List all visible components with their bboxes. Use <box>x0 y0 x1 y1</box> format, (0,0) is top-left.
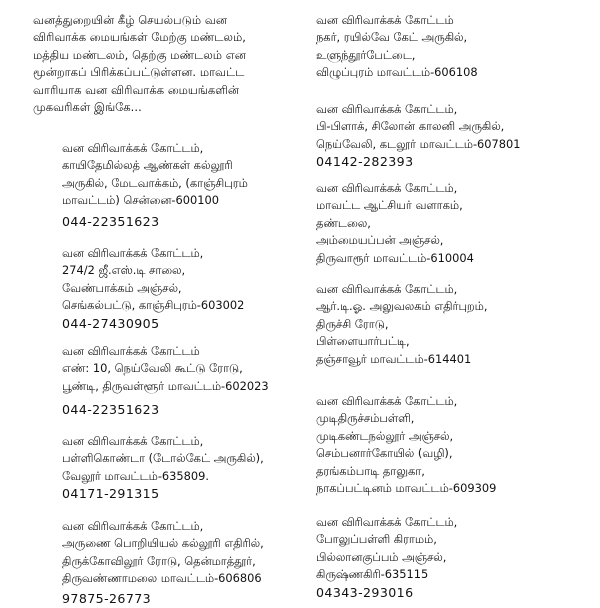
address-line: பில்லானகுப்பம் அஞ்சல், <box>316 549 447 564</box>
address-line: வன விரிவாக்கக் கோட்டம், <box>62 519 204 533</box>
address-entry-chengalpattu <box>62 245 244 332</box>
address-line: மாவட்ட ஆட்சியர் வளாகம், <box>316 198 463 213</box>
address-line: வேலூர் மாவட்டம்-635809. <box>62 468 210 483</box>
address-line: திருவண்ணாமலை மாவட்டம்-606806 <box>62 571 262 586</box>
address-line: செம்பனார்கோயில் (வழி), <box>316 446 453 461</box>
address-line: வன விரிவாக்கக் கோட்டம், <box>316 394 458 408</box>
address-line: அருகில், மேடவாக்கம், (காஞ்சிபுரம் <box>62 175 248 190</box>
address-line: வன விரிவாக்கக் கோட்டம், <box>316 282 458 296</box>
address-line: வன விரிவாக்கக் கோட்டம், <box>62 434 204 448</box>
address-line: செங்கல்பட்டு, காஞ்சிபுரம்-603002 <box>62 298 245 313</box>
address-line: பி-பிளாக், சிலோன் காலனி அருகில், <box>316 119 505 134</box>
address-line: வன விரிவாக்கக் கோட்டம், <box>316 515 458 529</box>
address-line: வன விரிவாக்கக் கோட்டம் <box>62 344 200 358</box>
address-entry-tiruvannamalai <box>62 518 264 607</box>
address-line: நாகப்பட்டினம் மாவட்டம்-609309 <box>316 481 497 496</box>
phone-number: 044-22351623 <box>62 402 160 418</box>
address-entry-vellore <box>62 433 264 503</box>
address-entry-tiruvallur <box>62 343 269 419</box>
address-line: பூண்டி, திருவள்ளூர் மாவட்டம்-602023 <box>62 378 269 393</box>
address-entry-thanjavur <box>316 281 487 368</box>
address-line: போலுப்பள்ளி கிராமம், <box>316 532 437 547</box>
address-line: முடிகண்டநல்லூர் அஞ்சல், <box>316 428 454 443</box>
address-entry-krishnagiri <box>316 514 457 601</box>
intro-line: வாரியாக வன விரிவாக்க மையங்களின் <box>33 82 240 97</box>
address-line: தண்டலை, <box>316 215 371 230</box>
address-line: தரங்கம்பாடி தாலுகா, <box>316 463 425 478</box>
address-entry-tiruvarur <box>316 180 474 267</box>
address-line: உளுந்தூர்பேட்டை, <box>316 47 416 62</box>
phone-number: 04171-291315 <box>62 486 160 502</box>
address-line: வேண்பாக்கம் அஞ்சல், <box>62 280 182 295</box>
intro-line: வனத்துறையின் கீழ் செயல்படும் வன <box>33 13 227 27</box>
address-line: தஞ்சாவூர் மாவட்டம்-614401 <box>316 351 472 366</box>
address-entry-kanchipuram-chennai <box>62 140 248 230</box>
address-line: வன விரிவாக்கக் கோட்டம், <box>316 102 458 116</box>
intro-paragraph <box>33 12 295 116</box>
phone-number: 044-27430905 <box>62 315 160 331</box>
address-line: வன விரிவாக்கக் கோட்டம், <box>316 181 458 195</box>
address-line: வன விரிவாக்கக் கோட்டம், <box>62 246 204 260</box>
address-line: 274/2 ஜீ.எஸ்.டி சாலை, <box>62 263 186 278</box>
intro-line: மூன்றாகப் பிரிக்கப்பட்டுள்ளன. மாவட்ட <box>33 65 245 80</box>
address-entry-villupuram <box>316 12 478 82</box>
address-line: மாவட்டம்) சென்னை-600100 <box>62 193 220 208</box>
intro-line: மத்திய மண்டலம், தெற்கு மண்டலம் என <box>33 47 246 62</box>
address-line: ஆர்.டி.ஓ. அலுவலகம் எதிர்புறம், <box>316 299 488 314</box>
address-line: அம்மையப்பன் அஞ்சல், <box>316 233 444 248</box>
address-line: கிருஷ்ணகிரி-635115 <box>316 567 429 582</box>
address-line: பள்ளிகொண்டா (டோல்கேட் அருகில்), <box>62 451 264 466</box>
address-line: நெய்வேலி, கடலூர் மாவட்டம்-607801 <box>316 136 521 151</box>
address-line: வன விரிவாக்கக் கோட்டம் <box>316 13 454 27</box>
address-entry-nagapattinam <box>316 393 496 497</box>
address-line: அருணை பொறியியல் கல்லூரி எதிரில், <box>62 536 264 551</box>
address-line: விழுப்புரம் மாவட்டம்-606108 <box>316 65 478 80</box>
address-line: முடிதிருச்சம்பள்ளி, <box>316 411 415 426</box>
phone-number: 97875-26773 <box>62 590 152 606</box>
address-line: திருக்கோவிலூர் ரோடு, தென்மாத்தூர், <box>62 553 256 568</box>
address-line: நகர், ரயில்வே கேட் அருகில், <box>316 30 468 45</box>
address-line: திருவாரூர் மாவட்டம்-610004 <box>316 250 474 265</box>
intro-line: விரிவாக்க மையங்கள் மேற்கு மண்டலம், <box>33 30 246 45</box>
address-line: வன விரிவாக்கக் கோட்டம், <box>62 141 204 155</box>
address-line: எண்: 10, நெய்வேலி கூட்டு ரோடு, <box>62 361 243 376</box>
address-line: பிள்ளையார்பட்டி, <box>316 334 410 349</box>
phone-number: 04343-293016 <box>316 584 414 600</box>
address-line: காயிதேமில்லத் ஆண்கள் கல்லூரி <box>62 158 233 173</box>
phone-number: 04142-282393 <box>316 154 414 170</box>
intro-line: முகவரிகள் இங்கே... <box>33 100 142 115</box>
address-entry-cuddalore <box>316 101 521 171</box>
address-line: திருச்சி ரோடு, <box>316 316 389 331</box>
phone-number: 044-22351623 <box>62 213 160 229</box>
